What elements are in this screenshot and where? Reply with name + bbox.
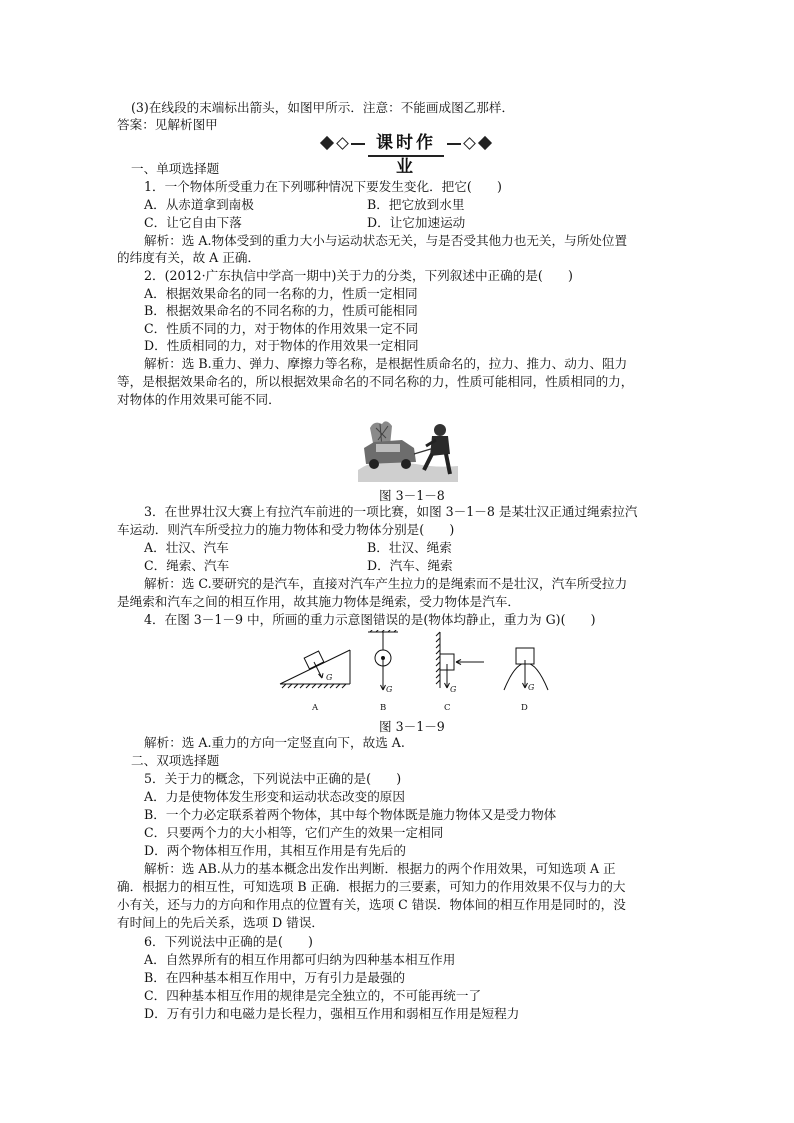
analysis-line: 的纬度有关，故 A 正确． <box>117 250 261 265</box>
diagram-c <box>436 632 484 688</box>
force-label-d: G <box>528 683 535 692</box>
gravity-diagrams <box>278 630 558 714</box>
q6-option-b: B．在四种基本相互作用中，万有引力是最强的 <box>144 970 406 985</box>
q3-option-a: A．壮汉、汽车 <box>144 540 229 555</box>
diagram-b <box>368 630 398 690</box>
q1-option-b: B．把它放到水里 <box>367 197 465 212</box>
question-3: 3．在世界壮汉大赛上有拉汽车前进的一项比赛，如图 3－1－8 是某壮汉正通过绳索拉汽 <box>144 504 638 519</box>
analysis-line: 解析：选 B.重力、弹力、摩擦力等名称，是根据性质命名的，拉力、推力、动力、阻力 <box>144 356 628 371</box>
q6-option-a: A．自然界所有的相互作用都可归纳为四种基本相互作用 <box>144 952 456 967</box>
section-banner <box>318 131 494 177</box>
q2-option-a: A．根据效果命名的同一名称的力，性质一定相同 <box>144 286 418 301</box>
question-5: 5．关于力的概念，下列说法中正确的是( ) <box>144 771 402 786</box>
force-label-a: G <box>326 673 333 682</box>
question-2: 2．(2012·广东执信中学高一期中)关于力的分类，下列叙述中正确的是( ) <box>144 268 573 283</box>
analysis-line: 是绳索和汽车之间的相互作用，故其施力物体是绳索，受力物体是汽车． <box>117 594 520 609</box>
question-1: 1．一个物体所受重力在下列哪种情况下要发生变化．把它( ) <box>144 179 502 194</box>
q3-option-d: D．汽车、绳索 <box>367 558 453 573</box>
diagram-label-b: B <box>380 703 387 713</box>
q1-option-a: A．从赤道拿到南极 <box>144 197 254 212</box>
diagram-label-a: A <box>312 703 319 713</box>
section-heading: 一、单项选择题 <box>131 161 220 176</box>
analysis-line: 小有关，还与力的方向和作用点的位置有关，选项 C 错误．物体间的相互作用是同时的，没 <box>117 897 626 912</box>
q3-option-c: C．绳索、汽车 <box>144 558 230 573</box>
analysis-line: 确．根据力的相互性，可知选项 B 正确．根据力的三要素，可知力的作用效果不仅与力的大 <box>117 879 626 894</box>
question-3-cont: 车运动．则汽车所受拉力的施力物体和受力物体分别是( ) <box>117 522 455 537</box>
section-heading: 二、双项选择题 <box>131 753 220 768</box>
force-label-c: G <box>450 685 457 694</box>
q6-option-c: C．四种基本相互作用的规律是完全独立的，不可能再统一了 <box>144 988 482 1003</box>
text-line: (3)在线段的末端标出箭头，如图甲所示．注意：不能画成图乙那样． <box>131 100 515 115</box>
banner-bar <box>447 143 461 145</box>
q2-option-c: C．性质不同的力，对于物体的作用效果一定不同 <box>144 321 419 336</box>
figure-caption: 图 3－1－9 <box>379 719 445 734</box>
question-4: 4．在图 3－1－9 中，所画的重力示意图错误的是(物体均静止，重力为 G)( ) <box>144 612 596 627</box>
diagram-a <box>280 650 350 688</box>
analysis-line: 解析：选 C.要研究的是汽车，直接对汽车产生拉力的是绳索而不是壮汉，汽车所受拉力 <box>144 576 628 591</box>
force-label-b: G <box>386 685 393 694</box>
q5-option-c: C．只要两个力的大小相等，它们产生的效果一定相同 <box>144 825 444 840</box>
analysis-line: 对物体的作用效果可能不同． <box>117 392 281 407</box>
analysis-line: 解析：选 A.重力的方向一定竖直向下，故选 A. <box>144 735 405 750</box>
diamond-outline-icon <box>463 137 476 150</box>
diamond-icon <box>320 136 334 150</box>
banner-bar <box>351 143 365 145</box>
figure-caption: 图 3－1－8 <box>379 488 445 503</box>
q3-option-b: B．壮汉、绳索 <box>367 540 452 555</box>
banner-title: 课时作业 <box>368 131 444 157</box>
q1-option-d: D．让它加速运动 <box>367 215 466 230</box>
q5-option-d: D．两个物体相互作用，其相互作用是有先后的 <box>144 843 406 858</box>
analysis-line: 有时间上的先后关系，选项 D 错误． <box>117 915 325 930</box>
q2-option-b: B．根据效果命名的不同名称的力，性质可能相同 <box>144 303 418 318</box>
diagram-label-d: D <box>521 703 528 713</box>
diamond-icon <box>478 136 492 150</box>
answer-line: 答案：见解析图甲 <box>117 117 218 132</box>
analysis-line: 解析：选 A.物体受到的重力大小与运动状态无关，与是否受其他力也无关，与所处位置 <box>144 233 628 248</box>
diagram-d <box>504 648 548 690</box>
analysis-line: 等，是根据效果命名的，所以根据效果命名的不同名称的力，性质可能相同，性质相同的力， <box>117 374 634 389</box>
diagram-label-c: C <box>444 703 451 713</box>
q1-option-c: C．让它自由下落 <box>144 215 242 230</box>
q6-option-d: D．万有引力和电磁力是长程力，强相互作用和弱相互作用是短程力 <box>144 1006 520 1021</box>
diamond-outline-icon <box>336 137 349 150</box>
strongman-pulling-car-photo <box>356 418 460 482</box>
q5-option-b: B．一个力必定联系着两个物体，其中每个物体既是施力物体又是受力物体 <box>144 807 557 822</box>
q2-option-d: D．性质相同的力，对于物体的作用效果一定相同 <box>144 338 419 353</box>
question-6: 6．下列说法中正确的是( ) <box>144 934 313 949</box>
q5-option-a: A．力是使物体发生形变和运动状态改变的原因 <box>144 789 405 804</box>
analysis-line: 解析：选 AB.从力的基本概念出发作出判断．根据力的两个作用效果，可知选项 A 正 <box>144 861 616 876</box>
